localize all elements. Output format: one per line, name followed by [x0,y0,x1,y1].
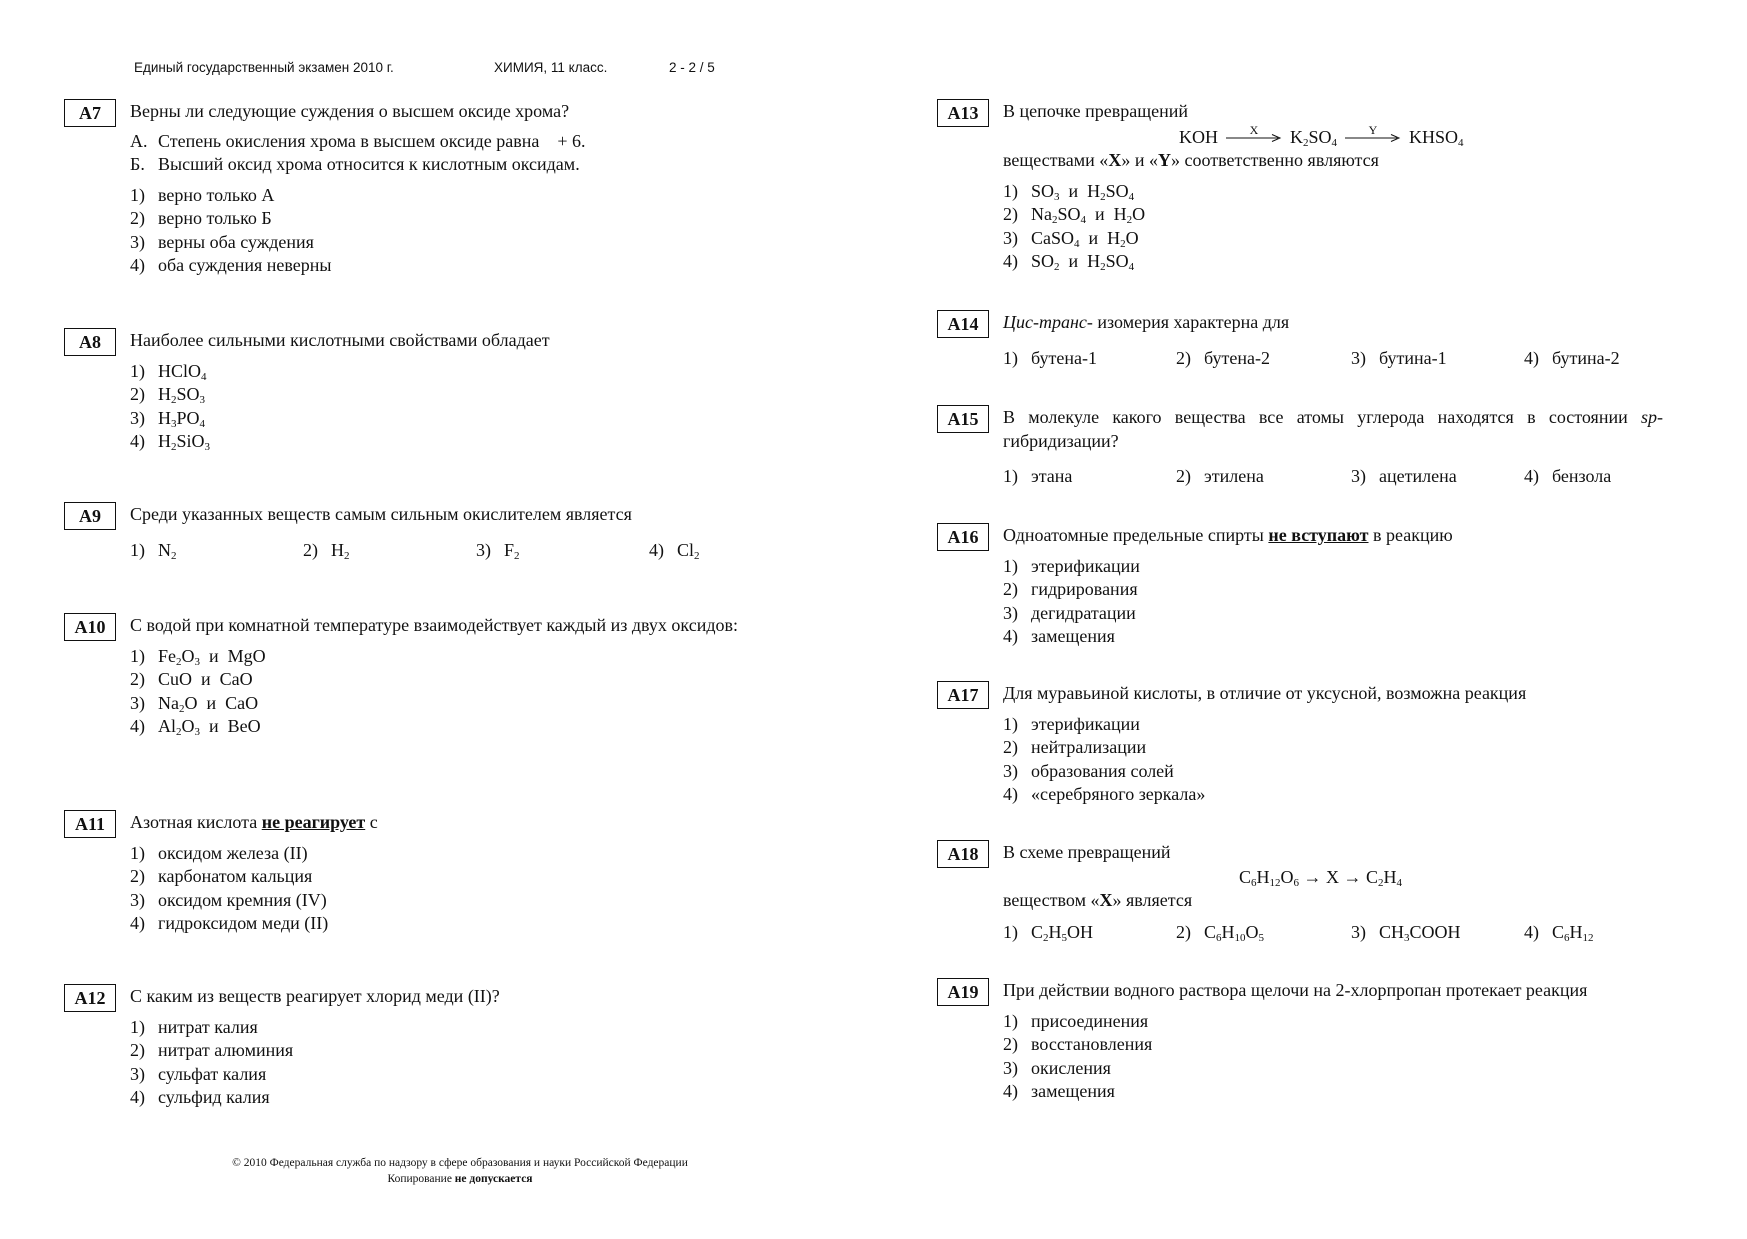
question-text-2: веществом «X» является [1003,890,1193,910]
option-3[interactable]: 3) окисления [1003,1057,1111,1078]
copyright-footer [196,1155,724,1187]
option-2[interactable]: 2) нейтрализации [1003,737,1147,757]
option-1[interactable]: 1) HClO$_4$ [130,360,207,383]
options-row [1003,347,1663,371]
option-4[interactable]: 4) $Cl_2$ [649,539,700,562]
option-4[interactable]: 4) $H_2SiO_3$ [130,431,211,453]
options-list [130,1016,790,1110]
question-text: Азотная кислота не реагирует с [130,812,378,832]
option-3[interactable]: 3) $H_3PO_4$ [130,407,206,430]
option-1[interactable]: 1) верно только А [130,184,275,205]
option-1[interactable]: 1) $SO_3$ и $H_2SO_4$ [1003,180,1135,203]
option-4[interactable]: 4) $SO_2$ и $H_2SO_4$ [1003,251,1135,273]
question-text: С каким из веществ реагирует хлорид меди (II)? [130,986,500,1006]
option-1[interactable]: 1) $Fe_2O_3$ и MgO [130,645,266,668]
question-number: A17 [937,681,989,709]
option-3[interactable]: 3) сульфат калия [130,1063,267,1084]
option-3[interactable]: 3) $F_2$ [476,539,520,562]
option-2[interactable]: 2) $C_6H_{10}O_5$ [1176,921,1265,944]
option-4[interactable]: 4) оба суждения неверны [130,255,332,275]
option-4[interactable]: 4) $C_6H_{12}$ [1524,921,1594,944]
option-3[interactable]: 3) оксидом кремния (IV) [130,889,327,910]
question-number: A15 [937,405,989,433]
options-row [1003,465,1663,489]
arrow-x: X [1226,133,1282,143]
option-1[interactable]: 1) бутена-1 [1003,347,1097,368]
question-number: A13 [937,99,989,127]
chain-substance-2: $K_2SO_4$ [1290,126,1338,149]
option-2[interactable]: 2) бутена-2 [1176,347,1270,368]
option-4[interactable]: 4) бутина-2 [1524,347,1620,368]
question-number: A19 [937,978,989,1006]
question-number: A9 [64,502,116,530]
option-4[interactable]: 4) гидроксидом меди (II) [130,913,329,933]
header-exam: Единый государственный экзамен 2010 г. [134,60,394,75]
question-text: Наиболее сильными кислотными свойствами обладает [130,330,550,350]
question-number: A11 [64,810,116,838]
option-1[interactable]: 1) присоединения [1003,1010,1149,1031]
option-1[interactable]: 1) $C_2H_5OH$ [1003,921,1094,944]
question-text: Цис-транс- изомерия характерна для [1003,312,1290,332]
option-3[interactable]: 3) $Na_2O$ и CaO [130,692,259,715]
statement-a: А. Степень окисления хрома в высшем оксиде равна + 6. [130,130,586,151]
options-row [130,539,790,563]
option-1[interactable]: 1) этерификации [1003,713,1140,734]
option-2[interactable]: 2) $H_2$ [303,539,350,562]
option-1[interactable]: 1) оксидом железа (II) [130,842,308,863]
option-3[interactable]: 3) бутина-1 [1351,347,1447,368]
question-text-2: веществами «X» и «Y» соответственно являются [1003,150,1379,170]
option-3[interactable]: 3) CaSO$_4$ и $H_2O$ [1003,227,1139,250]
option-3[interactable]: 3) верны оба суждения [130,231,314,252]
question-text: Среди указанных веществ самым сильным окислителем является [130,504,632,524]
option-4[interactable]: 4) бензола [1524,466,1612,486]
options-list [1003,555,1663,649]
chain-substance-3: $KHSO_4$ [1409,126,1464,149]
reaction-scheme: $C_6H_{12}O_6 \to X \to C_2H_4$ [1239,866,1403,889]
question-number: A18 [937,840,989,868]
footer-line-2: Копирование не допускается [387,1173,533,1185]
option-3[interactable]: 3) образования солей [1003,760,1174,781]
reaction-chain [1179,123,1663,150]
question-number: A12 [64,984,116,1012]
option-4[interactable]: 4) замещения [1003,626,1115,646]
options-list [130,360,790,454]
question-number: A16 [937,523,989,551]
arrow-y: Y [1345,133,1401,143]
options-list [1003,713,1663,807]
question-text: Для муравьиной кислоты, в отличие от уксусной, возможна реакция [1003,683,1527,703]
option-2[interactable]: 2) восстановления [1003,1034,1153,1054]
question-text: При действии водного раствора щелочи на 2-хлорпропан протекает реакция [1003,980,1588,1000]
options-list [130,645,854,739]
header-subject: ХИМИЯ, 11 класс. [494,60,608,75]
question-number: A8 [64,328,116,356]
option-2[interactable]: 2) верно только Б [130,208,272,228]
option-3[interactable]: 3) дегидратации [1003,602,1136,623]
question-text: Одноатомные предельные спирты не вступают в реакцию [1003,525,1453,545]
question-text: Верны ли следующие суждения о высшем оксиде хрома? [130,101,570,121]
options-list [130,842,790,936]
question-text: В схеме превращений [1003,842,1171,862]
option-4[interactable]: 4) замещения [1003,1081,1115,1101]
option-3[interactable]: 3) $CH_3COOH$ [1351,921,1461,944]
option-3[interactable]: 3) ацетилена [1351,466,1457,486]
option-4[interactable]: 4) «серебряного зеркала» [1003,784,1206,804]
option-1[interactable]: 1) этерификации [1003,555,1140,576]
option-2[interactable]: 2) $Na_2SO_4$ и $H_2O$ [1003,204,1146,226]
question-number: A10 [64,613,116,641]
question-number: A14 [937,310,989,338]
option-1[interactable]: 1) этана [1003,466,1073,486]
option-2[interactable]: 2) гидрирования [1003,579,1138,599]
option-2[interactable]: 2) нитрат алюминия [130,1040,294,1060]
option-1[interactable]: 1) нитрат калия [130,1016,258,1037]
options-list [1003,1010,1663,1104]
question-number: A7 [64,99,116,127]
question-text: С водой при комнатной температуре взаимодействует каждый из двух оксидов: [130,615,738,635]
statement-b: Б. Высший оксид хрома относится к кислотным оксидам. [130,154,580,174]
option-2[interactable]: 2) карбонатом кальция [130,866,313,886]
footer-line-1: © 2010 Федеральная служба по надзору в сфере образования и науки Российской Федерации [232,1157,688,1169]
question-text: В цепочке превращений [1003,101,1188,121]
options-row [1003,921,1663,945]
option-4[interactable]: 4) $Al_2O_3$ и BeO [130,716,261,738]
option-2[interactable]: 2) этилена [1176,466,1264,486]
options-list [130,184,790,278]
header-page: 2 - 2 / 5 [669,60,715,75]
option-2[interactable]: 2) CuO и CaO [130,669,253,689]
question-text: В молекуле какого вещества все атомы углерода находятся в состоянии sp-гибридизации? [1003,407,1663,451]
option-4[interactable]: 4) сульфид калия [130,1087,270,1107]
options-list [1003,180,1663,274]
chain-substance-1: KOH [1179,126,1218,147]
option-2[interactable]: 2) $H_2SO_3$ [130,384,206,406]
option-1[interactable]: 1) $N_2$ [130,539,177,562]
